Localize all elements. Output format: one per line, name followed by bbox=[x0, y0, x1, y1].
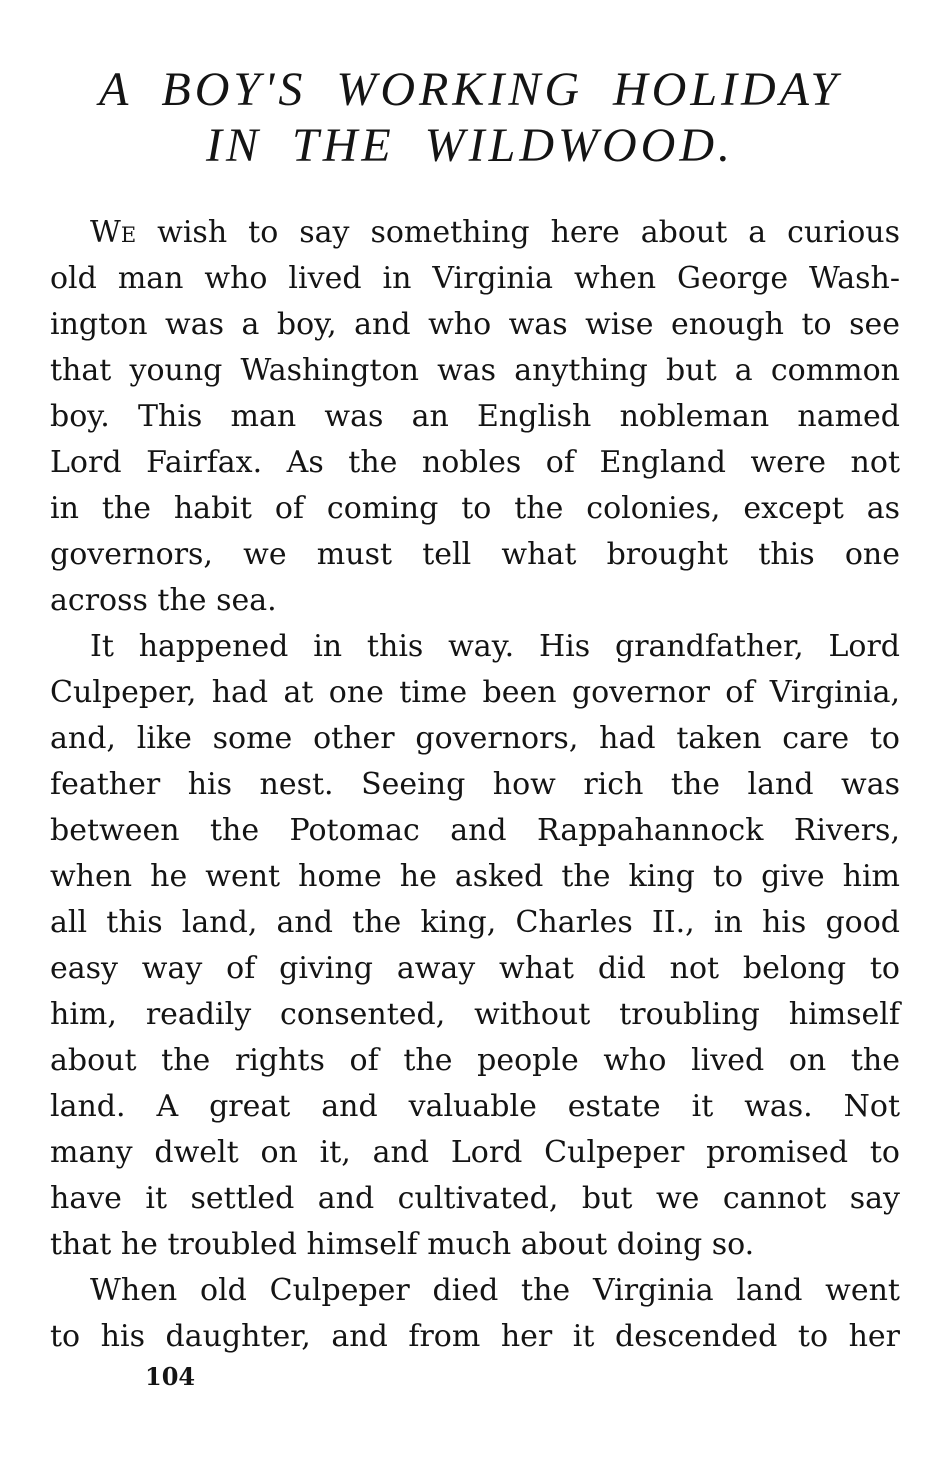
text-line: all this land, and the king, Charles II., in his good bbox=[50, 905, 900, 940]
text-line: many dwelt on it, and Lord Culpeper promised to bbox=[50, 1135, 900, 1170]
text-line: between the Potomac and Rappahannock Rivers, bbox=[50, 813, 900, 848]
text-line: easy way of giving away what did not belong to bbox=[50, 951, 900, 986]
paragraph-3 bbox=[50, 1268, 900, 1360]
text-line: that he troubled himself much about doing so. bbox=[50, 1227, 755, 1262]
chapter-title-line-1: A BOY'S WORKING HOLIDAY bbox=[98, 63, 842, 116]
text-line: about the rights of the people who lived on the bbox=[50, 1043, 900, 1078]
text-line: boy. This man was an English nobleman named bbox=[50, 399, 900, 434]
paragraph-2 bbox=[50, 624, 900, 1268]
text-line: When old Culpeper died the Virginia land went bbox=[90, 1273, 900, 1308]
text-line: to his daughter, and from her it descended to her bbox=[50, 1319, 900, 1354]
text-line bbox=[50, 210, 900, 256]
text-line: when he went home he asked the king to give him bbox=[50, 859, 900, 894]
chapter-title-line-2: IN THE WILDWOOD. bbox=[206, 119, 734, 172]
dropcap-word: We bbox=[90, 215, 137, 250]
text-line: ington was a boy, and who was wise enough to see bbox=[50, 307, 900, 342]
text-line: have it settled and cultivated, but we cannot say bbox=[50, 1181, 900, 1216]
text-line: Culpeper, had at one time been governor of Virginia, bbox=[50, 675, 900, 710]
text-line-content: wish to say something here about a curious bbox=[136, 215, 900, 250]
text-line: Lord Fairfax. As the nobles of England were not bbox=[50, 445, 900, 480]
text-line: that young Washington was anything but a common bbox=[50, 353, 900, 388]
text-line: It happened in this way. His grandfather, Lord bbox=[90, 629, 900, 664]
text-line: feather his nest. Seeing how rich the land was bbox=[50, 767, 900, 802]
text-line: him, readily consented, without troubling himself bbox=[50, 997, 900, 1032]
text-line: old man who lived in Virginia when George Wash- bbox=[50, 261, 900, 296]
chapter-body bbox=[50, 210, 900, 1360]
text-line: across the sea. bbox=[50, 583, 277, 618]
text-line: and, like some other governors, had taken care to bbox=[50, 721, 900, 756]
text-line: in the habit of coming to the colonies, except as bbox=[50, 491, 900, 526]
paragraph-1 bbox=[50, 210, 900, 624]
page-number: 104 bbox=[145, 1362, 196, 1391]
text-line: governors, we must tell what brought this one bbox=[50, 537, 900, 572]
text-line: land. A great and valuable estate it was. Not bbox=[50, 1089, 900, 1124]
